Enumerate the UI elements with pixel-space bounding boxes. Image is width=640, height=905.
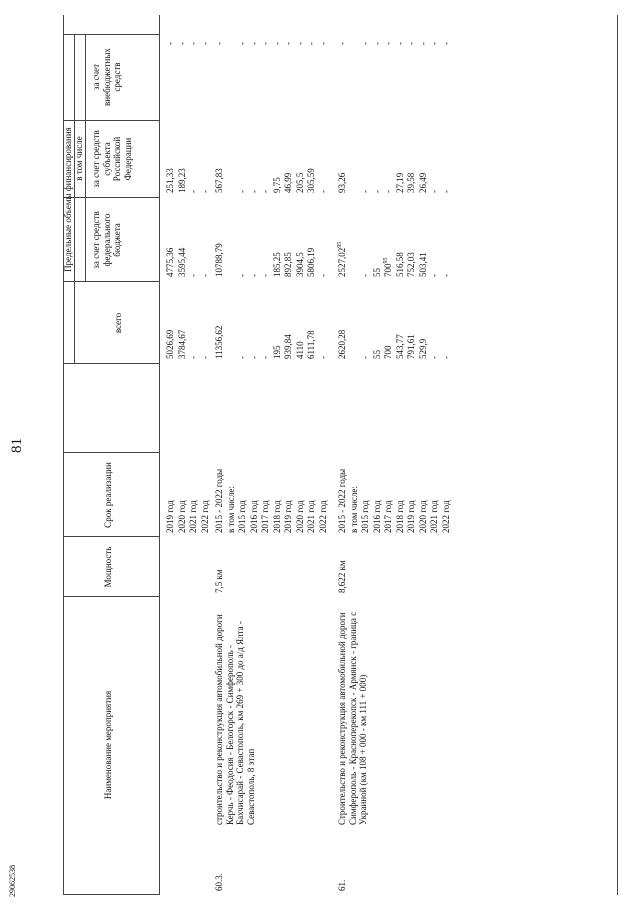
extra-cell: - (317, 42, 328, 45)
extra-cell: - (440, 42, 451, 45)
period-cell: 2018 год (271, 500, 282, 533)
total-cell: 939,84 (283, 334, 293, 359)
period-cell: 2017 год (383, 500, 393, 533)
regional-cell: 26,49 (417, 172, 428, 193)
total-cell: 543,77 (394, 334, 405, 359)
federal-cell: 5806,19 (306, 247, 316, 277)
header-name: Наименование мероприятия (103, 690, 113, 800)
period-cell: 2015 год (237, 500, 247, 533)
regional-cell: - (188, 190, 198, 193)
footnote-marker: 95 (337, 241, 343, 248)
header-total: всего (113, 312, 123, 334)
extra-cell: - (371, 42, 382, 45)
regional-cell: 305,59 (306, 168, 316, 193)
federal-cell: 3595,44 (176, 247, 187, 277)
total-cell: 5026,69 (165, 329, 175, 359)
total-cell: 11356,62 (214, 325, 224, 359)
federal-cell: - (360, 274, 370, 277)
entry-name: Строительство и реконструкция автомобильной дороги Симферополь - Красноперекопск - Армянск - граница с Украиной (км 108 + 000 - км 111 + 000) (337, 611, 369, 825)
federal-cell: - (317, 274, 328, 277)
total-cell: - (440, 356, 451, 359)
header-regional: за счет средств субъекта Российской Федерации (91, 130, 133, 188)
total-cell: - (248, 356, 259, 359)
period-cell: 2015 - 2022 годы (337, 468, 347, 533)
extra-cell: - (199, 42, 210, 45)
total-cell: - (429, 356, 439, 359)
header-funding: Предельные объемы финансирования (63, 127, 73, 272)
header-subgroup: в том числе (74, 136, 84, 181)
total-cell: - (237, 356, 247, 359)
regional-cell: - (383, 190, 393, 193)
total-cell: - (317, 356, 328, 359)
federal-cell: 503,41 (417, 252, 428, 277)
period-cell: 2016 год (371, 500, 382, 533)
extra-cell: - (406, 42, 416, 45)
period-cell: 2021 год (306, 500, 316, 533)
total-cell: - (199, 356, 210, 359)
entry-capacity: 8,622 км (337, 560, 347, 593)
extra-cell: - (306, 42, 316, 45)
federal-cell: 55 (371, 268, 382, 277)
period-cell: 2022 год (317, 500, 328, 533)
regional-cell: 39,58 (406, 172, 416, 193)
footnote-marker: 95 (383, 257, 389, 264)
regional-cell: - (248, 190, 259, 193)
federal-cell: - (440, 274, 451, 277)
period-cell: 2019 год (406, 500, 416, 533)
extra-cell: - (237, 42, 247, 45)
period-cell: 2017 год (260, 500, 270, 533)
header-federal: за счет средств федерального бюджета (91, 211, 123, 269)
extra-cell: - (294, 42, 305, 45)
total-cell: 6111,78 (306, 330, 316, 359)
period-cell: 2022 год (199, 500, 210, 533)
federal-cell: - (248, 274, 259, 277)
regional-cell: - (317, 190, 328, 193)
federal-cell: 4775,36 (165, 247, 175, 277)
federal-cell: 2527,02$^{95}$ (337, 241, 347, 277)
regional-cell: 567,83 (214, 168, 224, 193)
regional-cell: - (237, 190, 247, 193)
regional-cell: - (371, 190, 382, 193)
total-cell: 4110 (294, 341, 305, 359)
federal-cell: - (429, 274, 439, 277)
total-cell: - (188, 356, 198, 359)
extra-cell: - (337, 42, 347, 45)
regional-cell: - (429, 190, 439, 193)
total-cell: 529,9 (417, 338, 428, 359)
entry-number: 61. (337, 879, 347, 891)
regional-cell: 27,19 (394, 172, 405, 193)
extra-cell: - (260, 42, 270, 45)
regional-cell: 251,33 (165, 168, 175, 193)
period-cell: в том числе: (348, 486, 359, 533)
federal-cell: - (237, 274, 247, 277)
federal-cell: - (260, 274, 270, 277)
extra-cell: - (417, 42, 428, 45)
extra-cell: - (360, 42, 370, 45)
total-cell: 791,61 (406, 334, 416, 359)
federal-cell: 752,03 (406, 252, 416, 277)
period-cell: в том числе: (225, 486, 236, 533)
federal-cell: - (199, 274, 210, 277)
total-cell: 195 (271, 345, 282, 359)
period-cell: 2022 год (440, 500, 451, 533)
extra-cell: - (176, 42, 187, 45)
federal-cell: $700^{95}$ (383, 257, 393, 277)
period-cell: 2021 год (188, 500, 198, 533)
total-cell: 2620,28 (337, 329, 347, 359)
federal-cell: 892,85 (283, 252, 293, 277)
header-capacity: Мощность (103, 546, 113, 588)
federal-cell: 185,25 (271, 252, 282, 277)
extra-cell: - (394, 42, 405, 45)
regional-cell: 189,23 (176, 168, 187, 193)
federal-cell: 10788,79 (214, 243, 224, 277)
entry-name: строительство и реконструкция автомобильной дороги Керчь - Феодосия - Белогорск - Симферополь - Бахчисарай - Севастополь, км 269 + 300 до а/д Ялта - Севастополь, 8 этап (214, 614, 256, 825)
period-cell: 2020 год (176, 500, 187, 533)
entry-number: 60.3. (214, 873, 224, 891)
regional-cell: 205,5 (294, 172, 305, 193)
federal-cell: - (188, 274, 198, 277)
period-cell: 2020 год (417, 500, 428, 533)
period-cell: 2019 год (283, 500, 293, 533)
total-cell: - (260, 356, 270, 359)
regional-cell: - (260, 190, 270, 193)
period-cell: 2020 год (294, 500, 305, 533)
entry-capacity: 7,5 км (214, 569, 224, 593)
header-rule (63, 894, 159, 895)
table-bottom-rule (617, 15, 618, 895)
extra-cell: - (271, 42, 282, 45)
header-rule (85, 35, 86, 282)
total-cell: - (360, 356, 370, 359)
extra-cell: - (429, 42, 439, 45)
extra-cell: - (165, 42, 175, 45)
total-cell: 700 (383, 345, 393, 359)
period-cell: 2021 год (429, 500, 439, 533)
header-bottom-rule (159, 15, 160, 895)
federal-cell: 3904,5 (294, 252, 305, 277)
regional-cell: - (360, 190, 370, 193)
period-cell: 2016 год (248, 500, 259, 533)
regional-cell: - (199, 190, 210, 193)
page-number: 81 (9, 438, 25, 453)
extra-cell: - (188, 42, 198, 45)
regional-cell: 93,26 (337, 172, 347, 193)
regional-cell: 9,75 (271, 177, 282, 193)
period-cell: 2015 год (360, 500, 370, 533)
header-extra: за счет внебюджетных средств (91, 48, 123, 106)
header-period: Срок реализации (103, 462, 113, 528)
federal-cell: 516,58 (394, 252, 405, 277)
extra-cell: - (383, 42, 393, 45)
total-cell: 55 (371, 350, 382, 359)
document-id: 29062538 (8, 865, 17, 897)
extra-cell: - (214, 42, 224, 45)
period-cell: 2019 год (165, 500, 175, 533)
regional-cell: 46,99 (283, 172, 293, 193)
period-cell: 2018 год (394, 500, 405, 533)
regional-cell: - (440, 190, 451, 193)
total-cell: 3784,67 (176, 329, 187, 359)
header-rule (63, 363, 159, 364)
extra-cell: - (248, 42, 259, 45)
period-cell: 2015 - 2022 годы (214, 468, 224, 533)
extra-cell: - (283, 42, 293, 45)
